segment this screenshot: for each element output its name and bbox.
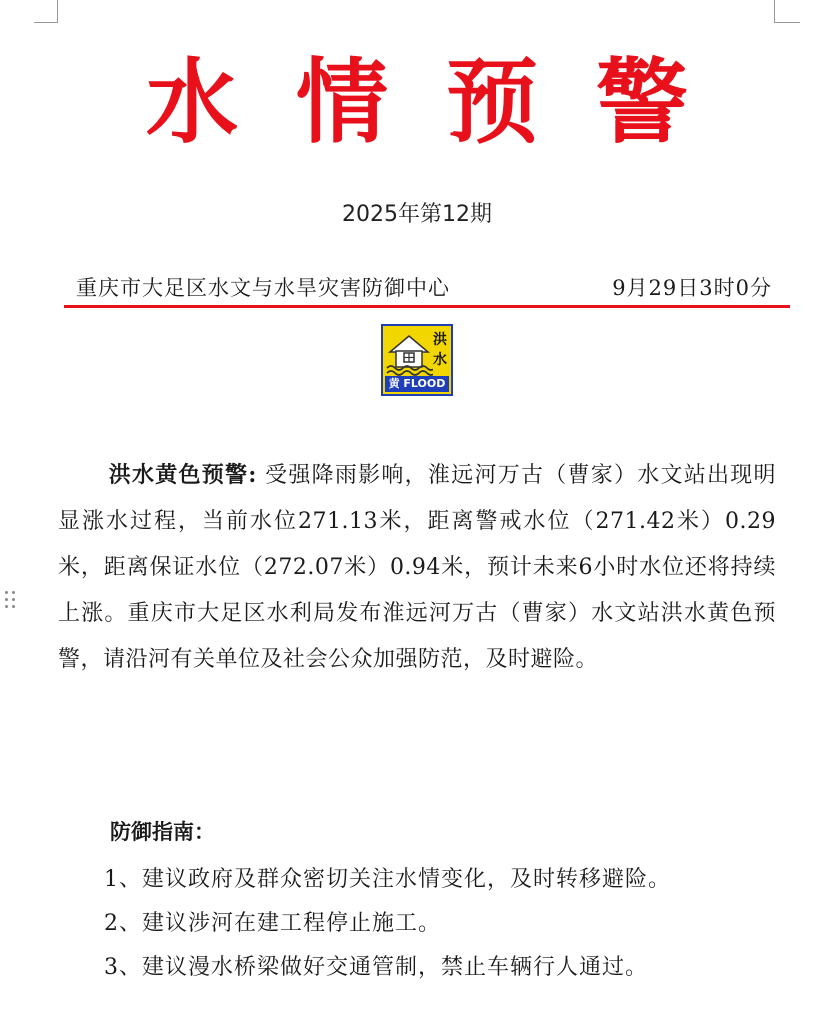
guide-item: 2、建议涉河在建工程停止施工。 [104,911,441,936]
badge-side-char: 洪 [433,332,447,348]
guide-item: 3、建议漫水桥梁做好交通管制，禁止车辆行人通过。 [104,955,648,980]
header-divider [64,305,790,308]
issue-number: 2025年第12期 [342,202,492,227]
crop-mark [34,22,58,23]
issue-time: 9月29日3时0分 [612,276,772,300]
warning-paragraph [58,452,776,683]
guide-title: 防御指南： [110,819,215,844]
issuer-name: 重庆市大足区水文与水旱灾害防御中心 [76,276,450,300]
guide-item: 1、建议政府及群众密切关注水情变化，及时转移避险。 [104,867,671,892]
house-flood-icon [385,328,433,378]
badge-level-label: 黄 FLOOD [385,376,449,392]
document-title: 水情预警 [145,48,746,156]
flood-warning-badge [381,324,453,396]
crop-mark [57,0,58,22]
warning-lead: 洪水黄色预警: [108,462,257,488]
badge-side-char: 水 [433,352,447,368]
badge-side-text [431,330,449,370]
crop-mark [774,0,775,22]
guide-list [104,858,804,990]
crop-mark [774,22,800,23]
issuer-line [64,270,790,306]
warning-text: 受强降雨影响，淮远河万古（曹家）水文站出现明显涨水过程，当前水位271.13米，距离警戒水位（271.42米）0.29米，距离保证水位（272.07米）0.94米，预计未来6小时水位还将持续上涨。重庆市大足区水利局发布淮远河万古（曹家）水文站洪水黄色预警，请沿河有关单位及社会公众加强防范，及时避险。 [58,463,776,672]
drag-handle-icon[interactable] [4,590,18,614]
